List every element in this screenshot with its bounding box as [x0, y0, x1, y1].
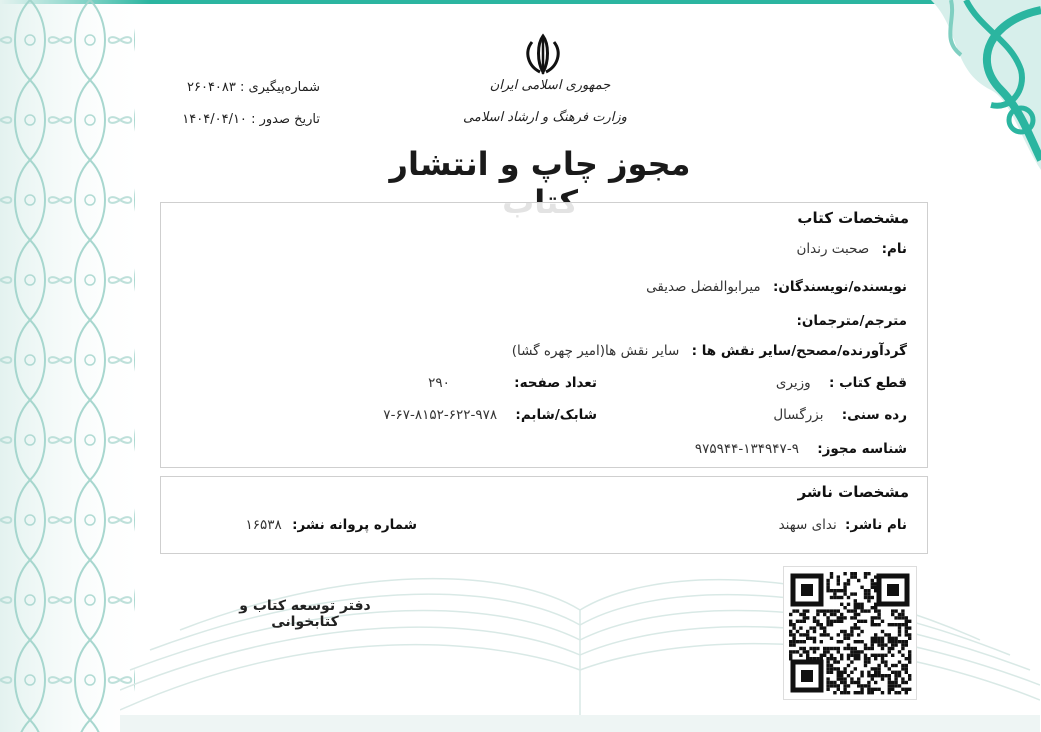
- author-value: میرابوالفضل صدیقی: [646, 279, 761, 295]
- book-name-label: نام:: [881, 241, 907, 257]
- tracking-label: شماره‌پیگیری :: [240, 80, 320, 95]
- republic-name: جمهوری اسلامی ایران: [489, 78, 611, 93]
- isbn-value: ۹۷۸-۶۲۲-۸۱۵۲-۶۷-۷: [383, 407, 498, 423]
- author-label: نویسنده/نویسندگان:: [772, 279, 907, 295]
- publisher-name-row: [779, 517, 907, 533]
- format-value: وزیری: [775, 375, 811, 391]
- permit-row: [695, 441, 907, 457]
- pages-label: تعداد صفحه:: [514, 375, 597, 391]
- issue-value: ۱۴۰۴/۰۴/۱۰: [182, 112, 247, 127]
- pages-row: [428, 375, 597, 391]
- compiler-row: [512, 343, 907, 359]
- author-row: [646, 279, 907, 295]
- age-label: رده سنی:: [841, 407, 907, 423]
- book-name-value: صحبت رندان: [796, 241, 870, 257]
- corner-ornament-icon: [871, 0, 1041, 180]
- publisher-name-value: ندای سهند: [778, 517, 837, 533]
- license-label: شماره پروانه نشر:: [292, 517, 417, 533]
- page-title: مجوز چاپ و انتشار: [389, 145, 691, 183]
- book-details-box: [160, 202, 928, 468]
- iran-emblem-icon: [520, 32, 566, 78]
- permit-value: ۹-۱۳۴۹۴۷-۹۷۵۹۴۴: [694, 441, 799, 457]
- age-value: بزرگسال: [773, 407, 824, 423]
- format-label: قطع کتاب :: [828, 375, 907, 391]
- office-name: دفتر توسعه کتاب و کتابخوانی: [239, 598, 371, 630]
- tracking-number: [150, 80, 320, 95]
- license-value: ۱۶۵۳۸: [245, 517, 282, 533]
- ministry-name: وزارت فرهنگ و ارشاد اسلامی: [463, 110, 627, 125]
- issue-label: تاریخ صدور :: [251, 112, 320, 127]
- permit-label: شناسه مجوز:: [817, 441, 907, 457]
- license-row: [246, 517, 417, 533]
- age-row: [773, 407, 907, 423]
- pages-value: ۲۹۰: [428, 375, 450, 391]
- isbn-row: [383, 407, 597, 423]
- book-name-row: [796, 241, 907, 257]
- isbn-label: شابک/شابم:: [515, 407, 597, 423]
- format-row: [776, 375, 907, 391]
- translator-label: مترجم/مترجمان:: [796, 313, 907, 329]
- qr-code-icon: [783, 566, 917, 700]
- book-section-title: مشخصات کتاب: [797, 209, 909, 227]
- publisher-details-box: [160, 476, 928, 554]
- compiler-value: سایر نقش ها(امیر چهره گشا): [511, 343, 680, 359]
- tracking-value: ۲۶۰۴۰۸۳: [187, 80, 236, 95]
- publisher-section-title: مشخصات ناشر: [797, 483, 909, 501]
- translator-row: [788, 313, 907, 329]
- publisher-name-label: نام ناشر:: [845, 517, 907, 533]
- compiler-label: گردآورنده/مصحح/سایر نقش ها :: [691, 343, 907, 359]
- issue-date: [150, 112, 320, 127]
